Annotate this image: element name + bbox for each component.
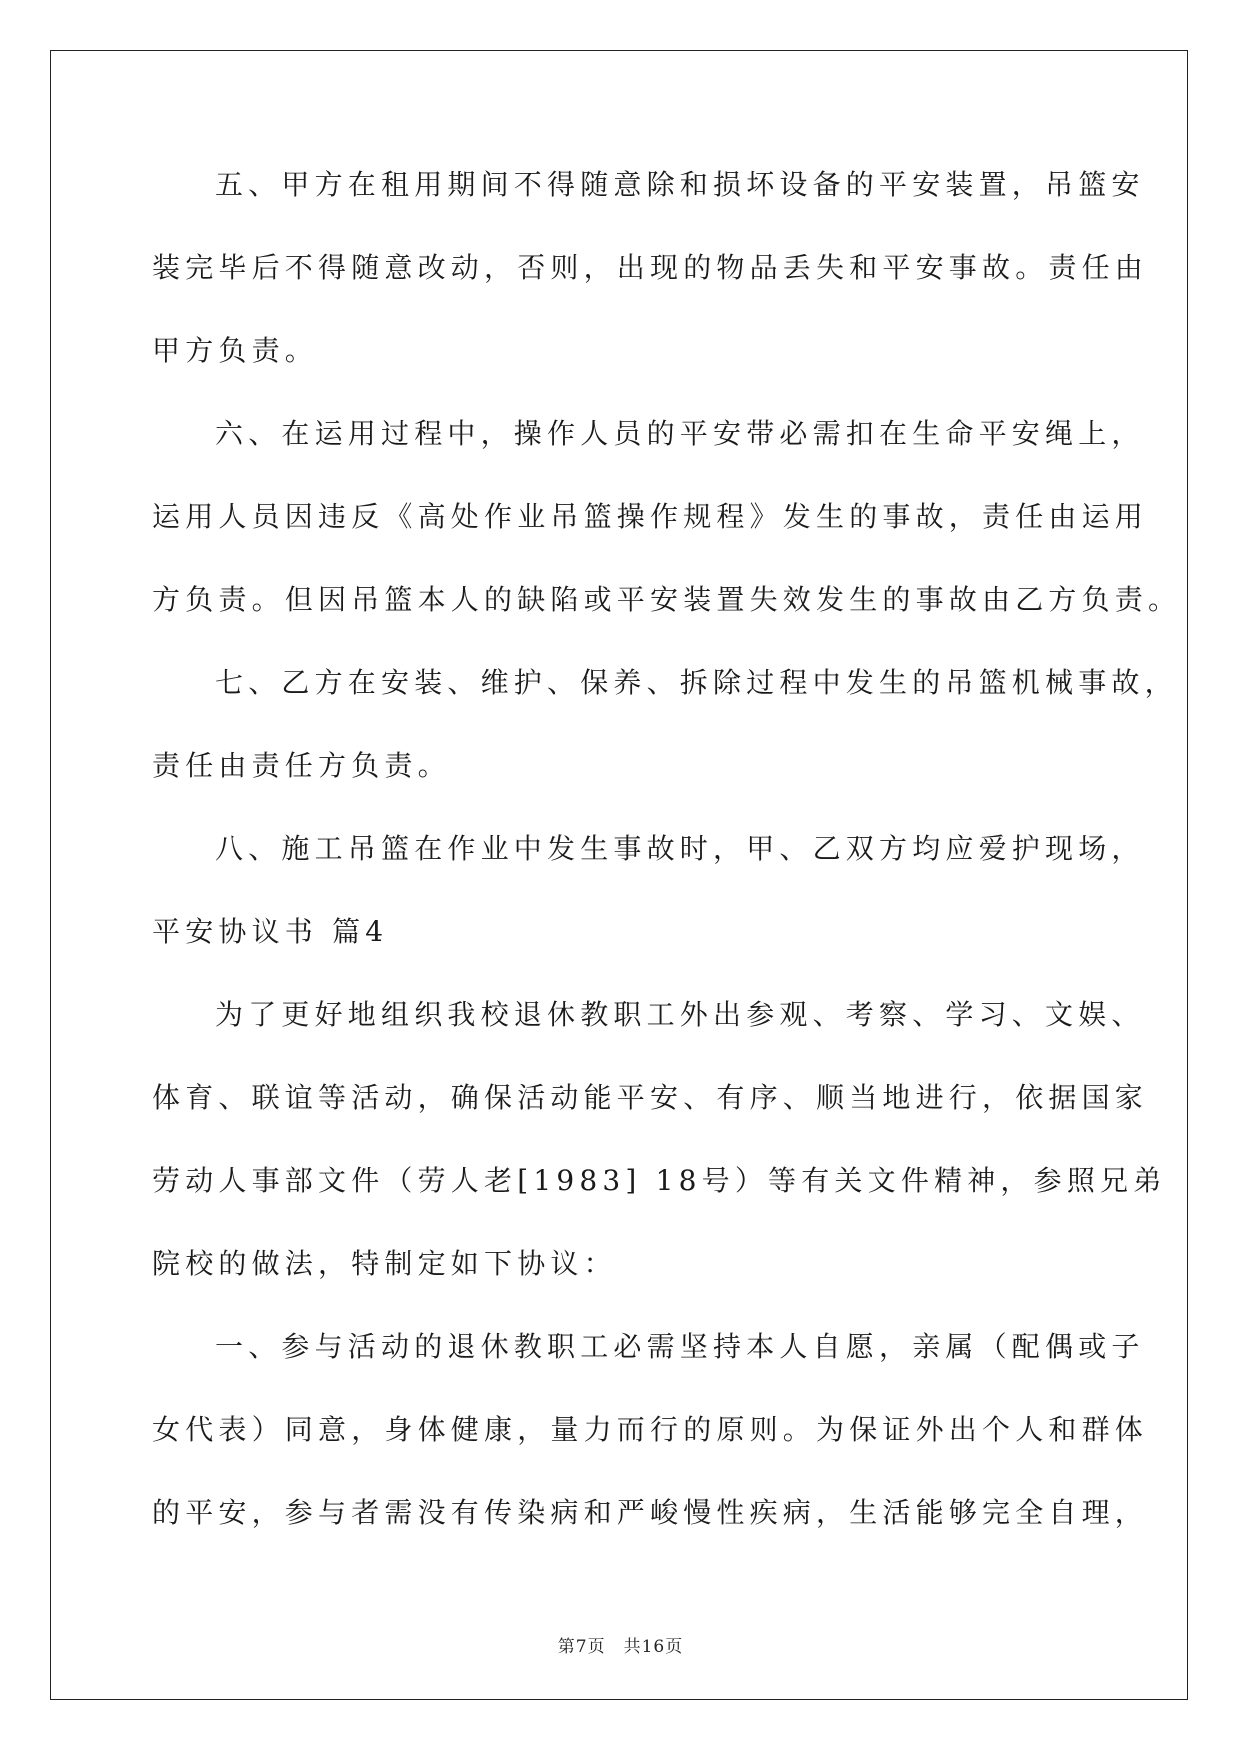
paragraph-line: 女代表）同意，身体健康，量力而行的原则。为保证外出个人和群体 [152, 1413, 1149, 1446]
document-body [152, 160, 1182, 1571]
paragraph-line: 方负责。但因吊篮本人的缺陷或平安装置失效发生的事故由乙方负责。 [152, 583, 1182, 616]
paragraph-line: 运用人员因违反《高处作业吊篮操作规程》发生的事故，责任由运用 [152, 500, 1149, 533]
paragraph-line: 六、在运用过程中，操作人员的平安带必需扣在生命平安绳上， [215, 417, 1145, 450]
page-number-footer: 第7页 共16页 [557, 1637, 684, 1657]
paragraph-line: 院校的做法，特制定如下协议： [152, 1247, 617, 1280]
paragraph-line: 的平安，参与者需没有传染病和严峻慢性疾病，生活能够完全自理， [152, 1496, 1149, 1529]
section-heading: 平安协议书 篇4 [152, 915, 389, 948]
paragraph-line: 劳动人事部文件（劳人老[1983] 18号）等有关文件精神，参照兄弟 [152, 1164, 1167, 1197]
paragraph-line: 责任由责任方负责。 [152, 749, 451, 782]
paragraph-line: 七、乙方在安装、维护、保养、拆除过程中发生的吊篮机械事故， [215, 666, 1178, 699]
paragraph-line: 体育、联谊等活动，确保活动能平安、有序、顺当地进行，依据国家 [152, 1081, 1149, 1114]
paragraph-line: 五、甲方在租用期间不得随意除和损坏设备的平安装置，吊篮安 [215, 168, 1145, 201]
paragraph-line: 为了更好地组织我校退休教职工外出参观、考察、学习、文娱、 [215, 998, 1145, 1031]
paragraph-line: 装完毕后不得随意改动，否则，出现的物品丢失和平安事故。责任由 [152, 251, 1149, 284]
paragraph-line: 甲方负责。 [152, 334, 319, 367]
paragraph-line: 一、参与活动的退休教职工必需坚持本人自愿，亲属（配偶或子 [215, 1330, 1145, 1363]
paragraph-line: 八、施工吊篮在作业中发生事故时，甲、乙双方均应爱护现场， [215, 832, 1145, 865]
